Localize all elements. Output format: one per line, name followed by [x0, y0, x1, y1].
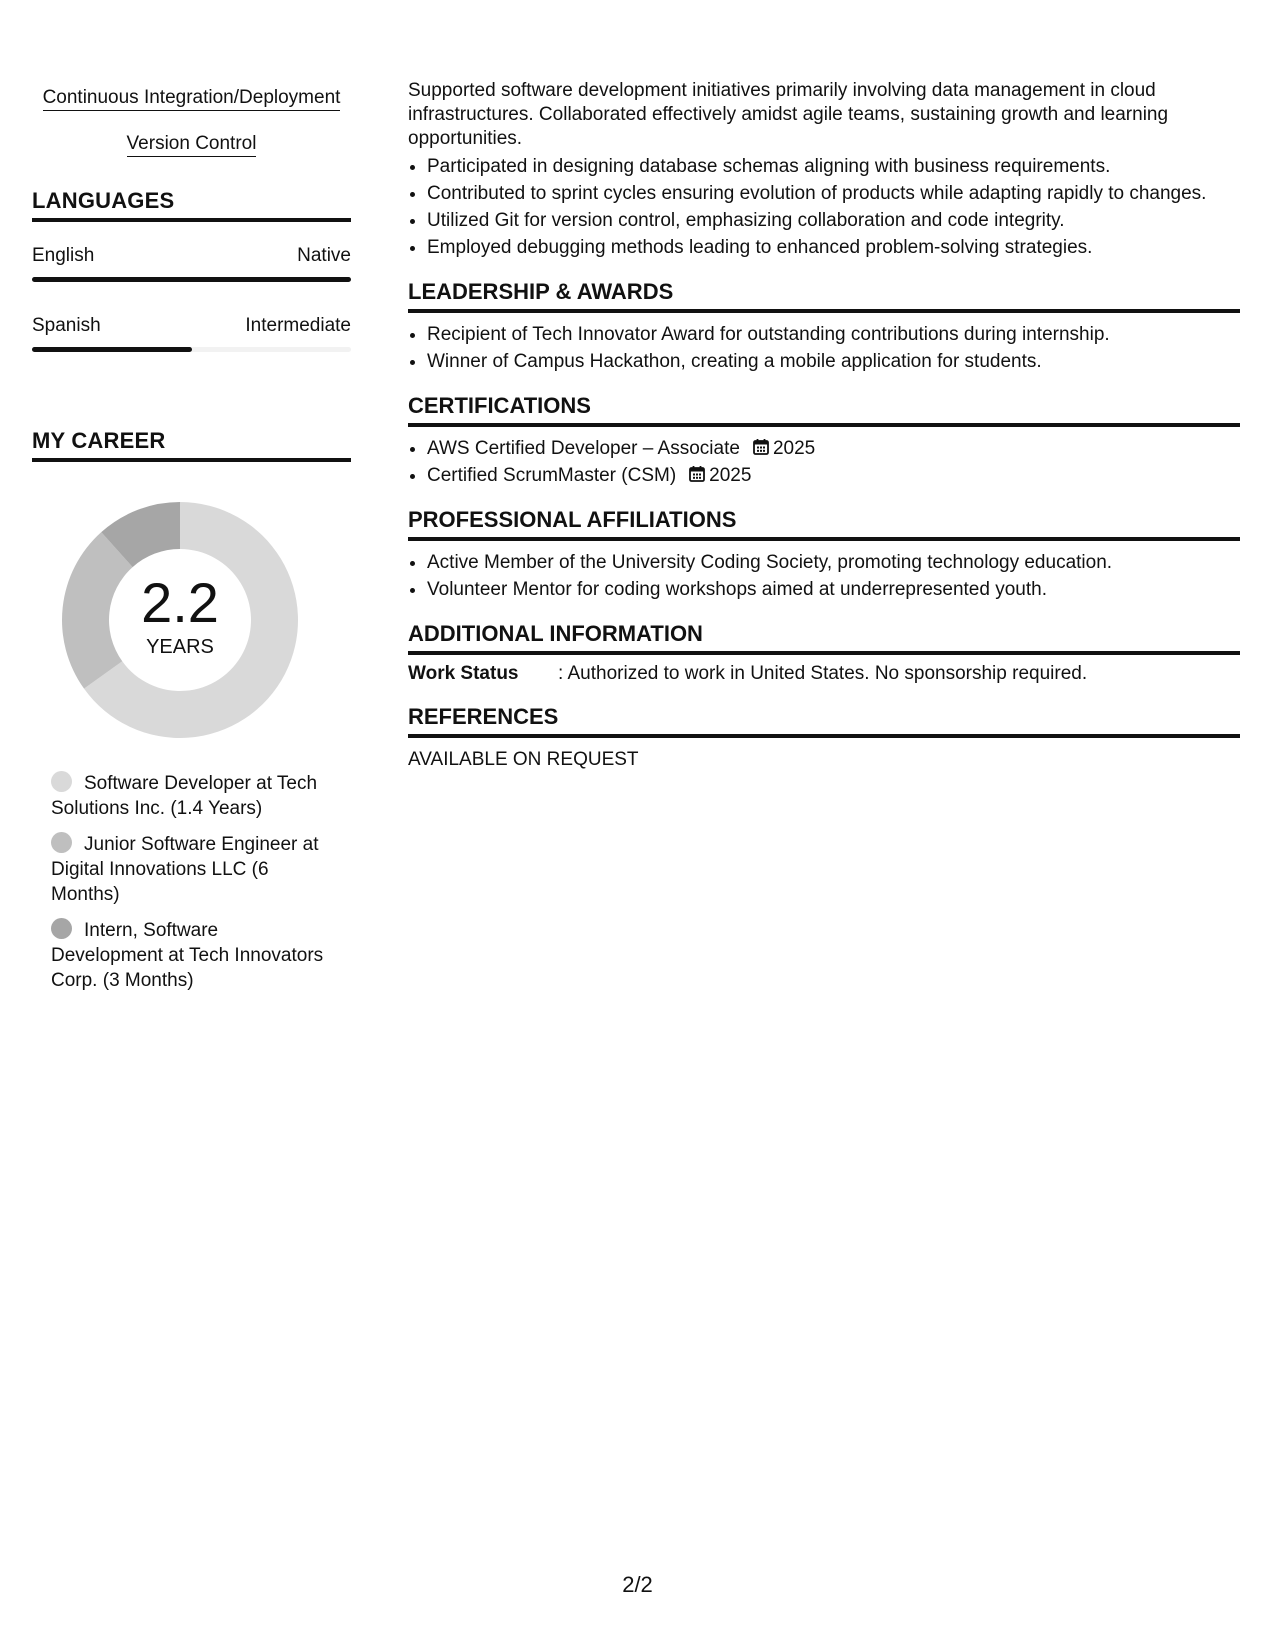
language-bar — [32, 277, 351, 282]
experience-bullets — [408, 153, 1240, 261]
certification-name: AWS Certified Developer – Associate — [427, 438, 740, 459]
affiliations-heading: PROFESSIONAL AFFILIATIONS — [408, 506, 1240, 541]
calendar-icon — [752, 438, 770, 456]
list-item: • Volunteer Mentor for coding workshops aimed at underrepresented youth. — [427, 576, 1240, 603]
certification-year: 2025 — [772, 438, 816, 459]
language-row — [32, 244, 351, 268]
language-bar-fill — [32, 347, 192, 352]
work-status-row — [408, 662, 1240, 686]
legend-item — [51, 918, 331, 993]
language-name: Spanish — [32, 315, 101, 336]
list-item: • Employed debugging methods leading to enhanced problem-solving strategies. — [427, 234, 1240, 261]
certification-name: Certified ScrumMaster (CSM) — [427, 465, 677, 486]
language-bar — [32, 347, 351, 352]
legend-label: Intern, Software Development at Tech Innovators Corp. (3 Months) — [51, 920, 324, 991]
list-item: • Contributed to sprint cycles ensuring evolution of products while adapting rapidly to changes. — [427, 180, 1240, 207]
legend-swatch — [51, 771, 72, 792]
languages-heading: LANGUAGES — [32, 188, 351, 222]
legend-label: Software Developer at Tech Solutions Inc. (1.4 Years) — [51, 773, 318, 819]
language-name: English — [32, 245, 95, 266]
page-number: 2/2 — [622, 1572, 653, 1597]
references-heading: REFERENCES — [408, 703, 1240, 738]
career-heading: MY CAREER — [32, 428, 351, 462]
list-item: • Recipient of Tech Innovator Award for outstanding contributions during internship. — [427, 321, 1240, 348]
certification-year: 2025 — [709, 465, 752, 486]
work-status-value: : Authorized to work in United States. No sponsorship required. — [558, 663, 1088, 684]
leadership-heading: LEADERSHIP & AWARDS — [408, 278, 1240, 313]
career-legend — [51, 771, 331, 993]
legend-label: Junior Software Engineer at Digital Innovations LLC (6 Months) — [51, 834, 319, 905]
legend-swatch — [51, 918, 72, 939]
calendar-icon — [688, 465, 706, 483]
legend-item — [51, 832, 331, 907]
career-donut-chart — [55, 495, 305, 745]
list-item: • Utilized Git for version control, emphasizing collaboration and code integrity. — [427, 207, 1240, 234]
language-row — [32, 314, 351, 338]
skill-item: Version Control — [32, 132, 351, 157]
certification-item — [427, 462, 1240, 489]
list-item: • Winner of Campus Hackathon, creating a mobile application for students. — [427, 348, 1240, 375]
list-item: • Participated in designing database schemas aligning with business requirements. — [427, 153, 1240, 180]
affiliations-bullets — [408, 549, 1240, 603]
work-status-label: Work Status — [408, 663, 519, 684]
leadership-bullets — [408, 321, 1240, 375]
skill-item: Continuous Integration/Deployment — [32, 86, 351, 111]
left-column — [32, 86, 351, 1004]
legend-swatch — [51, 832, 72, 853]
career-section — [32, 428, 351, 993]
list-item: • Active Member of the University Coding Society, promoting technology education. — [427, 549, 1240, 576]
certifications-heading: CERTIFICATIONS — [408, 392, 1240, 427]
donut-center — [55, 495, 305, 745]
career-total: 2.2 — [141, 571, 219, 634]
additional-info-heading: ADDITIONAL INFORMATION — [408, 620, 1240, 655]
right-column — [408, 79, 1240, 772]
languages-section — [32, 188, 351, 352]
language-level: Native — [297, 245, 351, 266]
certification-item — [427, 435, 1240, 462]
references-text: AVAILABLE ON REQUEST — [408, 749, 639, 770]
experience-summary: Supported software development initiatives primarily involving data management in cloud infrastructures. Collaborated effectively amidst agile teams, sustaining growth and learning opportunities. — [408, 80, 1169, 149]
language-level: Intermediate — [245, 315, 351, 336]
language-bar-fill — [32, 277, 351, 282]
certifications-list — [408, 435, 1240, 489]
legend-item — [51, 771, 331, 821]
career-unit: YEARS — [146, 636, 214, 658]
